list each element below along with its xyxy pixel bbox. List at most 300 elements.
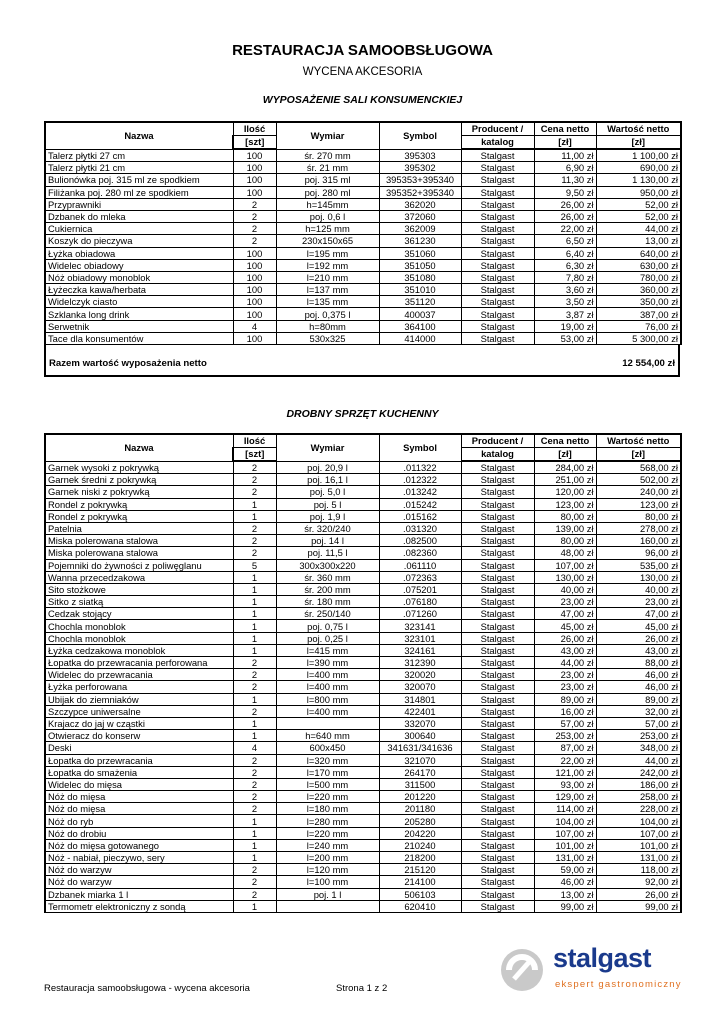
item-dim: 230x150x65 [276,235,379,247]
item-symbol: 351010 [379,284,461,296]
item-symbol: 351060 [379,247,461,259]
header-producer: Producent / [461,122,534,136]
item-symbol: .076180 [379,596,461,608]
item-dim: poj. 315 ml [276,174,379,186]
table-row [45,308,681,320]
item-dim: śr. 200 mm [276,583,379,595]
section1-title: WYPOSAŻENIE SALI KONSUMENCKIEJ [262,94,463,106]
item-price: 53,00 zł [534,332,596,344]
page-title: RESTAURACJA SAMOOBSŁUGOWA [232,42,493,59]
item-symbol: 422401 [379,705,461,717]
item-qty: 4 [233,742,276,754]
item-name: Talerz płytki 27 cm [45,149,233,162]
item-price: 48,00 zł [534,547,596,559]
item-price: 93,00 zł [534,778,596,790]
item-dim: l=210 mm [276,271,379,283]
item-producer: Stalgast [461,522,534,534]
item-value: 32,00 zł [596,705,681,717]
item-price: 130,00 zł [534,571,596,583]
item-dim: poj. 20,9 l [276,461,379,474]
item-dim: poj. 14 l [276,535,379,547]
item-dim: poj. 1,9 l [276,510,379,522]
table-row [45,717,681,729]
item-price: 3,50 zł [534,296,596,308]
table-row [45,186,681,198]
item-price: 114,00 zł [534,803,596,815]
item-value: 88,00 zł [596,657,681,669]
item-value: 118,00 zł [596,864,681,876]
item-name: Nóż do ryb [45,815,233,827]
item-price: 129,00 zł [534,791,596,803]
item-dim: 300x300x220 [276,559,379,571]
item-price: 23,00 zł [534,669,596,681]
header-value-unit: [zł] [596,448,681,462]
item-qty: 1 [233,596,276,608]
total-value: 12 554,00 zł [622,358,675,369]
item-value: 258,00 zł [596,791,681,803]
item-qty: 1 [233,571,276,583]
item-qty: 1 [233,852,276,864]
item-name: Koszyk do pieczywa [45,235,233,247]
item-dim: poj. 1 l [276,888,379,900]
item-price: 23,00 zł [534,596,596,608]
item-value: 130,00 zł [596,571,681,583]
item-name: Chochla monoblok [45,632,233,644]
item-dim: poj. 5 l [276,498,379,510]
item-price: 123,00 zł [534,498,596,510]
item-qty: 2 [233,547,276,559]
table-row [45,766,681,778]
table-row [45,876,681,888]
item-name: Filiżanka poj. 280 ml ze spodkiem [45,186,233,198]
item-qty: 1 [233,693,276,705]
item-dim: l=100 mm [276,876,379,888]
item-qty: 2 [233,754,276,766]
stalgast-logo [497,945,687,995]
item-symbol: 323141 [379,620,461,632]
item-name: Sito stożkowe [45,583,233,595]
item-dim: h=80mm [276,320,379,332]
item-name: Cukiernica [45,223,233,235]
item-value: 253,00 zł [596,730,681,742]
table-row [45,522,681,534]
item-qty: 1 [233,717,276,729]
table-row [45,827,681,839]
item-symbol: 323101 [379,632,461,644]
item-value: 44,00 zł [596,754,681,766]
item-price: 57,00 zł [534,717,596,729]
header-value: Wartość netto [596,122,681,136]
item-qty: 100 [233,308,276,320]
item-value: 23,00 zł [596,596,681,608]
item-name: Szklanka long drink [45,308,233,320]
item-qty: 1 [233,644,276,656]
item-symbol: .071260 [379,608,461,620]
item-qty: 2 [233,864,276,876]
item-name: Nóż do drobiu [45,827,233,839]
item-symbol: 506103 [379,888,461,900]
header-value-unit: [zł] [596,136,681,150]
item-name: Rondel z pokrywką [45,498,233,510]
item-name: Szczypce uniwersalne [45,705,233,717]
item-price: 23,00 zł [534,681,596,693]
item-name: Dzbanek miarka 1 l [45,888,233,900]
item-dim: śr. 250/140 [276,608,379,620]
item-dim: poj. 0,25 l [276,632,379,644]
item-symbol: 300640 [379,730,461,742]
item-qty: 2 [233,681,276,693]
item-symbol: .012322 [379,474,461,486]
item-producer: Stalgast [461,657,534,669]
item-symbol: 311500 [379,778,461,790]
table-row [45,596,681,608]
header-producer-2: katalog [461,136,534,150]
item-dim: l=400 mm [276,681,379,693]
item-price: 59,00 zł [534,864,596,876]
item-dim: śr. 180 mm [276,596,379,608]
item-producer: Stalgast [461,498,534,510]
table-row [45,210,681,222]
item-value: 780,00 zł [596,271,681,283]
item-value: 535,00 zł [596,559,681,571]
item-name: Miska polerowana stalowa [45,535,233,547]
item-value: 99,00 zł [596,900,681,912]
item-price: 87,00 zł [534,742,596,754]
item-symbol: .015162 [379,510,461,522]
item-name: Sitko z siatką [45,596,233,608]
item-producer: Stalgast [461,174,534,186]
item-dim: l=180 mm [276,803,379,815]
item-value: 76,00 zł [596,320,681,332]
table-row [45,296,681,308]
item-name: Chochla monoblok [45,620,233,632]
item-value: 40,00 zł [596,583,681,595]
item-qty: 2 [233,669,276,681]
item-price: 251,00 zł [534,474,596,486]
item-name: Wanna przecedzakowa [45,571,233,583]
item-price: 107,00 zł [534,559,596,571]
header-price-unit: [zł] [534,448,596,462]
table-row [45,815,681,827]
item-producer: Stalgast [461,510,534,522]
item-qty: 2 [233,461,276,474]
item-qty: 2 [233,803,276,815]
logo-wordmark: stalgast [553,943,652,973]
item-name: Widelec do mięsa [45,778,233,790]
table-row [45,888,681,900]
header-name: Nazwa [45,122,233,149]
item-name: Widelec obiadowy [45,259,233,271]
table-row [45,461,681,474]
table-row [45,632,681,644]
item-dim: poj. 5,0 l [276,486,379,498]
item-value: 104,00 zł [596,815,681,827]
item-price: 107,00 zł [534,827,596,839]
item-name: Garnek niski z pokrywką [45,486,233,498]
item-producer: Stalgast [461,271,534,283]
item-qty: 2 [233,198,276,210]
item-dim: l=137 mm [276,284,379,296]
item-value: 96,00 zł [596,547,681,559]
item-symbol: 400037 [379,308,461,320]
item-value: 101,00 zł [596,839,681,851]
table-row [45,284,681,296]
item-producer: Stalgast [461,320,534,332]
item-price: 44,00 zł [534,657,596,669]
item-price: 13,00 zł [534,888,596,900]
item-producer: Stalgast [461,778,534,790]
item-producer: Stalgast [461,461,534,474]
item-producer: Stalgast [461,839,534,851]
item-dim: l=240 mm [276,839,379,851]
item-dim: l=400 mm [276,705,379,717]
item-producer: Stalgast [461,186,534,198]
item-symbol: 395352+395340 [379,186,461,198]
item-value: 47,00 zł [596,608,681,620]
item-dim: h=125 mm [276,223,379,235]
item-producer: Stalgast [461,247,534,259]
item-qty: 2 [233,474,276,486]
header-producer: Producent / [461,434,534,448]
section2-title: DROBNY SPRZĘT KUCHENNY [286,408,439,420]
item-qty: 2 [233,486,276,498]
item-qty: 100 [233,259,276,271]
item-symbol: .011322 [379,461,461,474]
table-row [45,247,681,259]
item-value: 950,00 zł [596,186,681,198]
item-name: Serwetnik [45,320,233,332]
item-value: 242,00 zł [596,766,681,778]
item-price: 120,00 zł [534,486,596,498]
item-price: 46,00 zł [534,876,596,888]
item-producer: Stalgast [461,259,534,271]
item-name: Łopatka do smażenia [45,766,233,778]
item-qty: 100 [233,296,276,308]
item-dim: l=200 mm [276,852,379,864]
item-value: 89,00 zł [596,693,681,705]
item-price: 121,00 zł [534,766,596,778]
item-producer: Stalgast [461,162,534,174]
item-qty: 2 [233,235,276,247]
item-qty: 2 [233,210,276,222]
item-name: Przyprawniki [45,198,233,210]
item-dim: l=800 mm [276,693,379,705]
table-row [45,271,681,283]
item-name: Miska polerowana stalowa [45,547,233,559]
item-symbol: 351050 [379,259,461,271]
item-price: 11,30 zł [534,174,596,186]
item-qty: 2 [233,705,276,717]
item-symbol: 362009 [379,223,461,235]
item-dim: l=220 mm [276,827,379,839]
item-name: Widelec do przewracania [45,669,233,681]
item-symbol: 314801 [379,693,461,705]
table-row [45,644,681,656]
item-dim: poj. 16,1 l [276,474,379,486]
item-qty: 100 [233,149,276,162]
item-symbol: .015242 [379,498,461,510]
item-producer: Stalgast [461,864,534,876]
item-price: 11,00 zł [534,149,596,162]
item-producer: Stalgast [461,681,534,693]
item-name: Pojemniki do żywności z poliwęglanu [45,559,233,571]
item-producer: Stalgast [461,223,534,235]
item-producer: Stalgast [461,596,534,608]
item-dim: poj. 0,375 l [276,308,379,320]
item-value: 52,00 zł [596,198,681,210]
item-producer: Stalgast [461,815,534,827]
item-value: 13,00 zł [596,235,681,247]
item-qty: 2 [233,778,276,790]
header-qty-unit: [szt] [233,136,276,150]
item-price: 22,00 zł [534,754,596,766]
item-value: 387,00 zł [596,308,681,320]
item-name: Nóż do warzyw [45,864,233,876]
item-symbol: 320070 [379,681,461,693]
table-row [45,583,681,595]
item-name: Nóż do mięsa [45,803,233,815]
item-name: Nóż obiadowy monoblok [45,271,233,283]
item-value: 1 100,00 zł [596,149,681,162]
item-name: Nóż do mięsa [45,791,233,803]
item-qty: 1 [233,498,276,510]
table-row [45,162,681,174]
table-row [45,235,681,247]
item-symbol: 351120 [379,296,461,308]
item-name: Łyżka perforowana [45,681,233,693]
table-row [45,900,681,912]
table-row [45,791,681,803]
item-name: Ubijak do ziemniaków [45,693,233,705]
header-dim: Wymiar [276,434,379,461]
item-value: 240,00 zł [596,486,681,498]
item-name: Widelczyk ciasto [45,296,233,308]
item-producer: Stalgast [461,284,534,296]
item-value: 45,00 zł [596,620,681,632]
header-qty: Ilość [233,122,276,136]
item-symbol: 395303 [379,149,461,162]
item-qty: 100 [233,247,276,259]
item-price: 6,40 zł [534,247,596,259]
item-price: 139,00 zł [534,522,596,534]
item-price: 253,00 zł [534,730,596,742]
table-kuchnia [44,433,682,913]
item-symbol: 204220 [379,827,461,839]
item-qty: 1 [233,510,276,522]
item-symbol: 214100 [379,876,461,888]
table-row [45,669,681,681]
item-symbol: 341631/341636 [379,742,461,754]
item-name: Nóż do mięsa gotowanego [45,839,233,851]
table-row [45,657,681,669]
item-dim: l=280 mm [276,815,379,827]
item-producer: Stalgast [461,583,534,595]
item-qty: 1 [233,583,276,595]
item-producer: Stalgast [461,332,534,344]
item-value: 348,00 zł [596,742,681,754]
item-dim: poj. 0,75 l [276,620,379,632]
table-row [45,778,681,790]
header-producer-2: katalog [461,448,534,462]
item-value: 160,00 zł [596,535,681,547]
item-price: 26,00 zł [534,198,596,210]
item-producer: Stalgast [461,852,534,864]
item-qty: 100 [233,271,276,283]
item-price: 26,00 zł [534,632,596,644]
footer-page-number: Strona 1 z 2 [336,983,388,994]
item-value: 5 300,00 zł [596,332,681,344]
item-name: Deski [45,742,233,754]
table-row [45,320,681,332]
item-symbol: 351080 [379,271,461,283]
item-price: 6,30 zł [534,259,596,271]
header-qty-unit: [szt] [233,448,276,462]
item-qty: 100 [233,284,276,296]
item-qty: 2 [233,766,276,778]
table-row [45,839,681,851]
item-dim: l=390 mm [276,657,379,669]
item-name: Bulionówka poj. 315 ml ze spodkiem [45,174,233,186]
item-price: 104,00 zł [534,815,596,827]
header-price: Cena netto [534,122,596,136]
item-name: Patelnia [45,522,233,534]
item-dim [276,900,379,912]
item-symbol: 205280 [379,815,461,827]
table-row [45,705,681,717]
item-price: 6,90 zł [534,162,596,174]
item-name: Rondel z pokrywką [45,510,233,522]
item-producer: Stalgast [461,644,534,656]
item-symbol: .075201 [379,583,461,595]
item-price: 3,87 zł [534,308,596,320]
header-name: Nazwa [45,434,233,461]
item-symbol: .082500 [379,535,461,547]
item-value: 107,00 zł [596,827,681,839]
item-value: 690,00 zł [596,162,681,174]
item-name: Otwieracz do konserw [45,730,233,742]
item-value: 57,00 zł [596,717,681,729]
item-qty: 1 [233,815,276,827]
item-producer: Stalgast [461,888,534,900]
item-producer: Stalgast [461,766,534,778]
item-symbol: 395353+395340 [379,174,461,186]
item-producer: Stalgast [461,149,534,162]
table-row [45,852,681,864]
item-price: 47,00 zł [534,608,596,620]
table-row [45,681,681,693]
item-name: Garnek średni z pokrywką [45,474,233,486]
item-producer: Stalgast [461,308,534,320]
item-symbol: 320020 [379,669,461,681]
table-row [45,730,681,742]
item-producer: Stalgast [461,210,534,222]
table-row [45,223,681,235]
table-row [45,259,681,271]
table-row [45,486,681,498]
item-producer: Stalgast [461,730,534,742]
item-dim: śr. 360 mm [276,571,379,583]
item-qty: 2 [233,791,276,803]
item-value: 350,00 zł [596,296,681,308]
item-producer: Stalgast [461,742,534,754]
item-producer: Stalgast [461,803,534,815]
item-value: 640,00 zł [596,247,681,259]
item-producer: Stalgast [461,791,534,803]
item-price: 89,00 zł [534,693,596,705]
item-symbol: .082360 [379,547,461,559]
item-producer: Stalgast [461,296,534,308]
item-dim: l=120 mm [276,864,379,876]
